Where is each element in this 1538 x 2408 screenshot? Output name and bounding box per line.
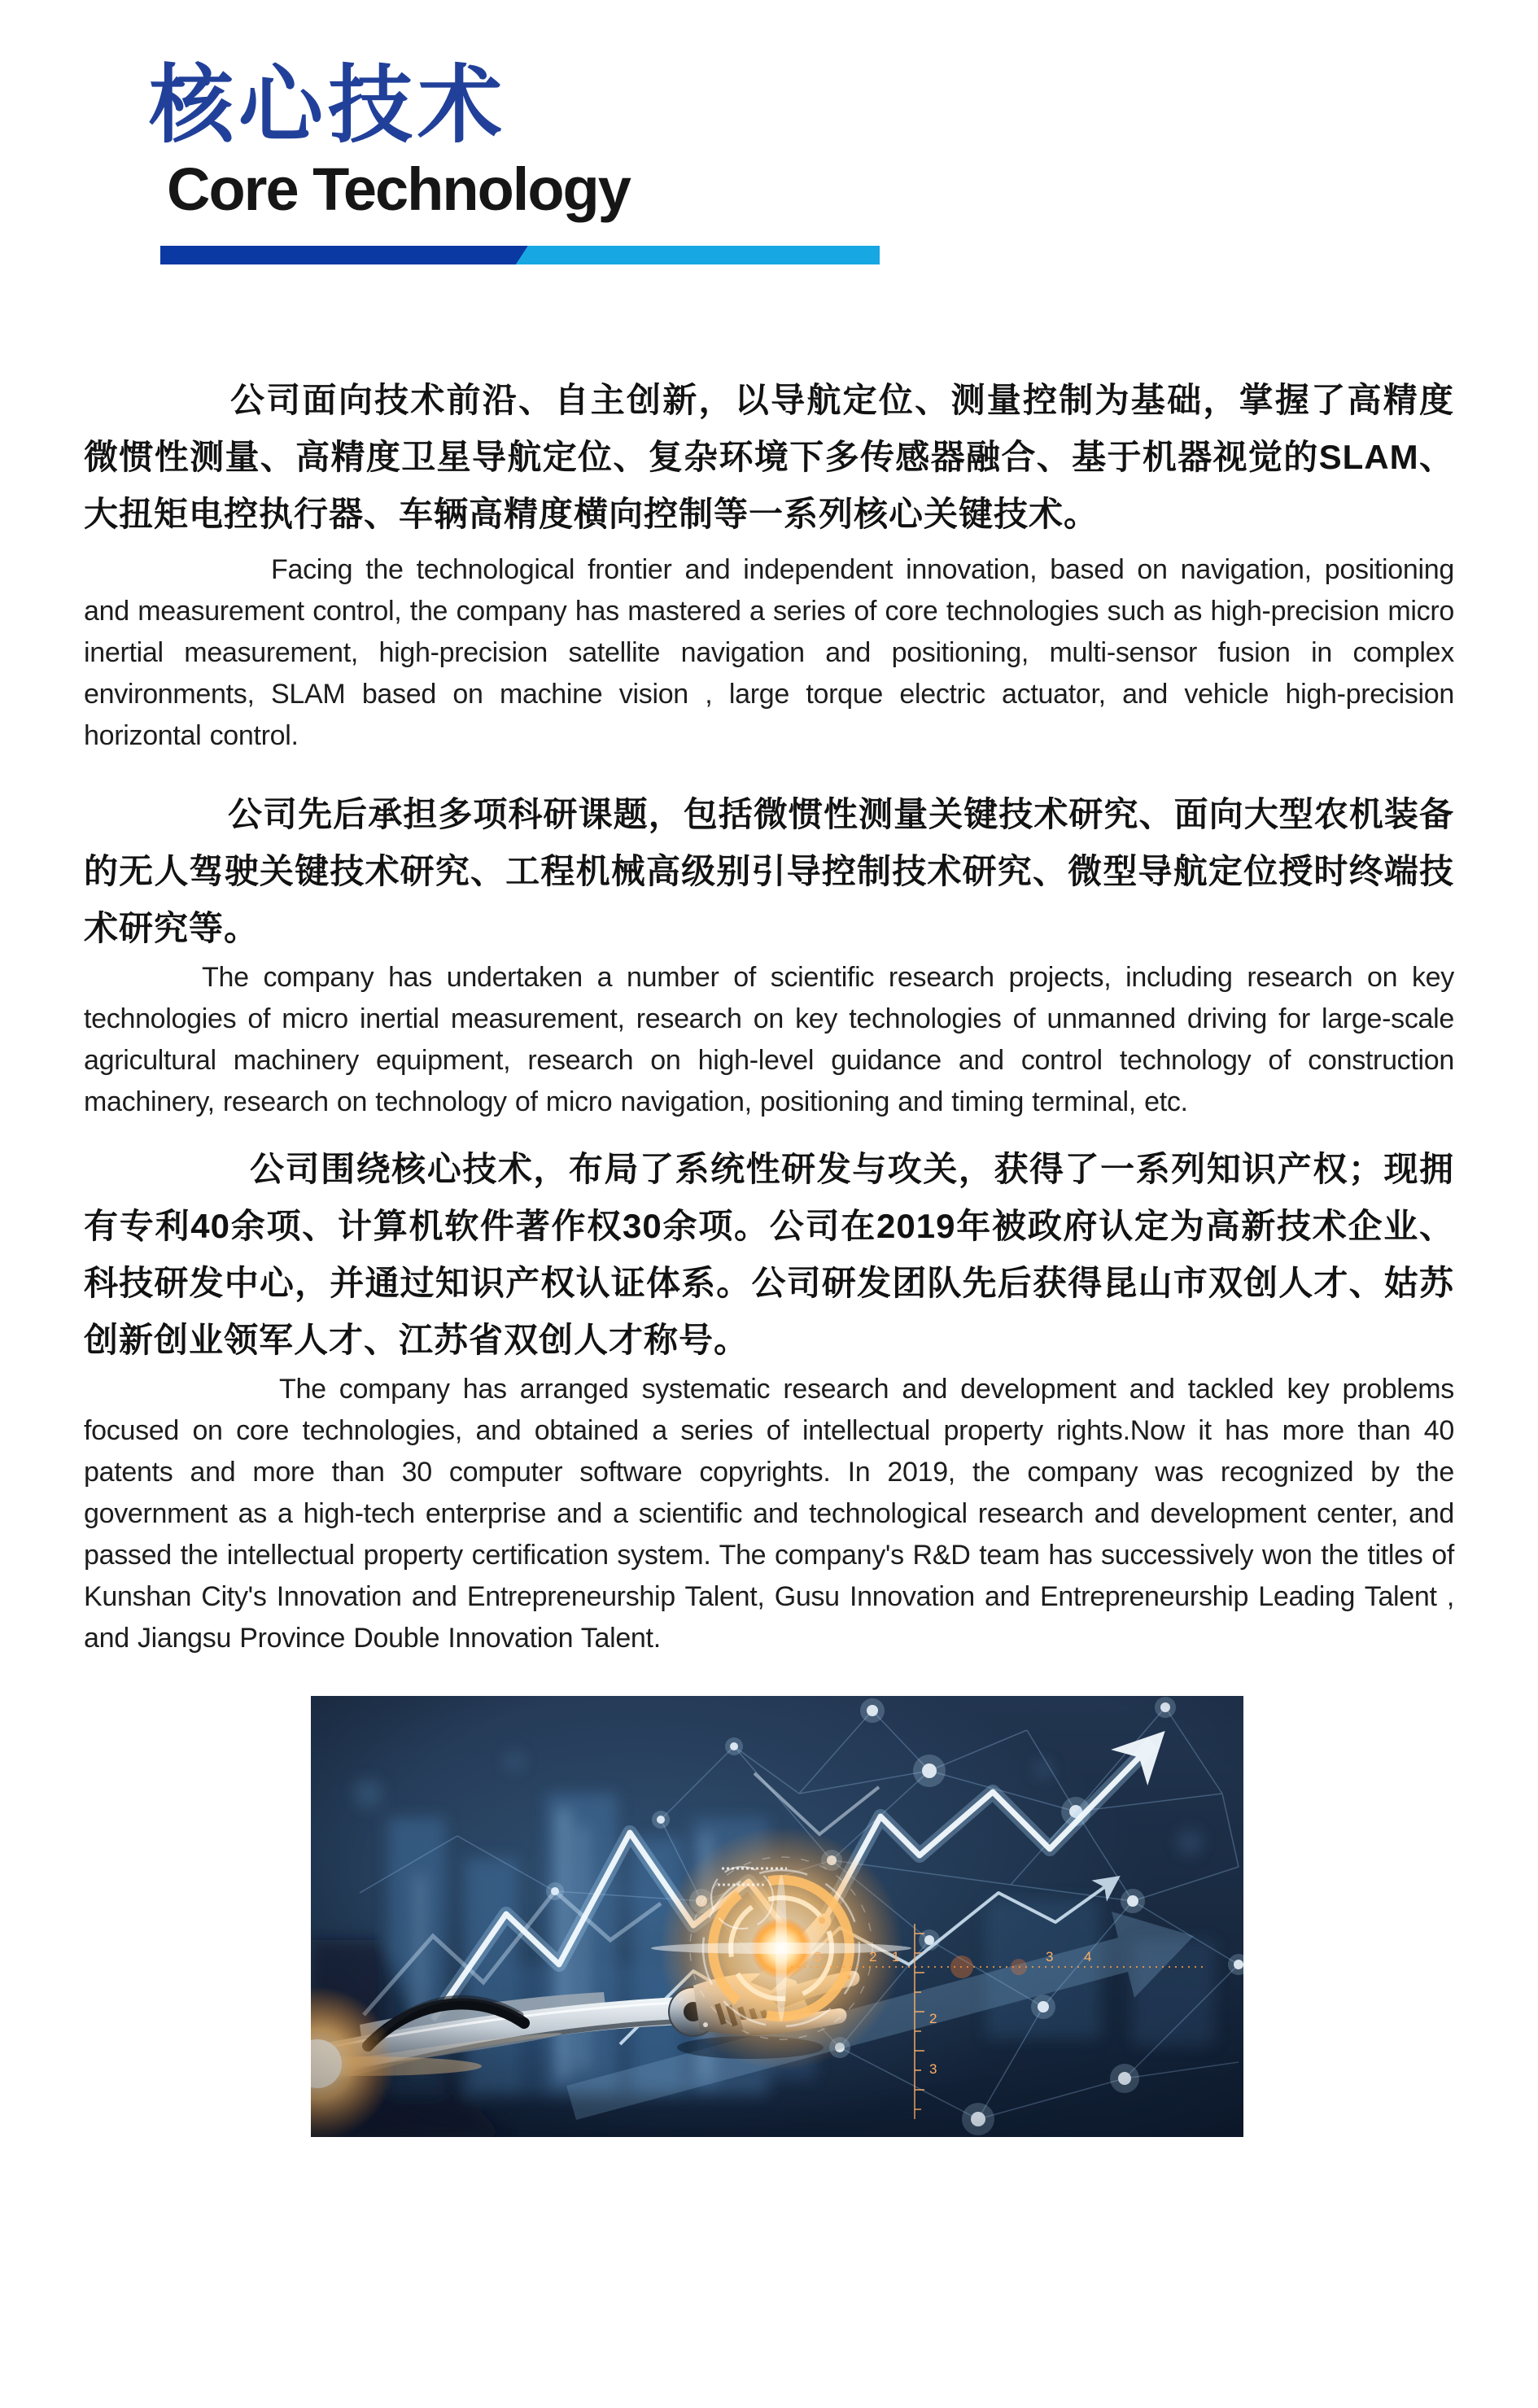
paragraph-en-3: The company has arranged systematic research and development and tackled key problems focused on core technologies, and obtained a series of intellectual property rights.Now it has more than 40 patents and more than 30 computer software copyrights. In 2019, the company was recognized by the government as a high-tech enterprise and a scientific and technological research and development center, and passed the intellectual property certification system. The company's R&D team has successively won the titles of Kunshan City's Innovation and Entrepreneurship Talent, Gusu Innovation and Entrepreneurship Leading Talent , and Jiangsu Province Double Innovation Talent. <box>84 1374 1454 1654</box>
paragraph-cn-2: 公司先后承担多项科研课题，包括微惯性测量关键技术研究、面向大型农机装备的无人驾驶关键技术研究、工程机械高级别引导控制技术研究、微型导航定位授时终端技术研究等。 <box>84 795 1454 947</box>
hero-photo <box>311 1696 1243 2137</box>
page-subtitle: Core Technology <box>167 155 630 223</box>
bar-dark-segment <box>160 246 528 264</box>
paragraph-en-1: Facing the technological frontier and independent innovation, based on navigation, positioning and measurement control, the company has mastered a series of core technologies such as high-precision micro inertial measurement, high-precision satellite navigation and positioning, multi-sensor fusion in complex environments, SLAM based on machine vision , large torque electric actuator, and vehicle high-precision horizontal control. <box>84 554 1454 751</box>
title-underline-bar <box>160 246 880 264</box>
page-title: 核心技术 <box>149 59 508 153</box>
paragraph-en-2: The company has undertaken a number of scientific research projects, including research on key technologies of micro inertial measurement, research on key technologies of unmanned driving for large-scale agricultural machinery equipment, research on high-level guidance and control technology of construction machinery, research on technology of micro navigation, positioning and timing terminal, etc. <box>84 962 1454 1117</box>
paragraph-cn-1: 公司面向技术前沿、自主创新，以导航定位、测量控制为基础，掌握了高精度微惯性测量、高精度卫星导航定位、复杂环境下多传感器融合、基于机器视觉的SLAM、大扭矩电控执行器、车辆高精度横向控制等一系列核心关键技术。 <box>84 381 1454 533</box>
page-header <box>149 0 1454 264</box>
bar-light-segment <box>516 246 880 264</box>
robot-hand-growth-illustration <box>311 1696 1243 2137</box>
photo-vignette <box>311 1696 1243 2137</box>
paragraph-cn-3: 公司围绕核心技术，布局了系统性研发与攻关，获得了一系列知识产权；现拥有专利40余项、计算机软件著作权30余项。公司在2019年被政府认定为高新技术企业、科技研发中心，并通过知识产权认证体系。公司研发团队先后获得昆山市双创人才、姑苏创新创业领军人才、江苏省双创人才称号。 <box>84 1150 1454 1359</box>
content <box>84 372 1454 2137</box>
